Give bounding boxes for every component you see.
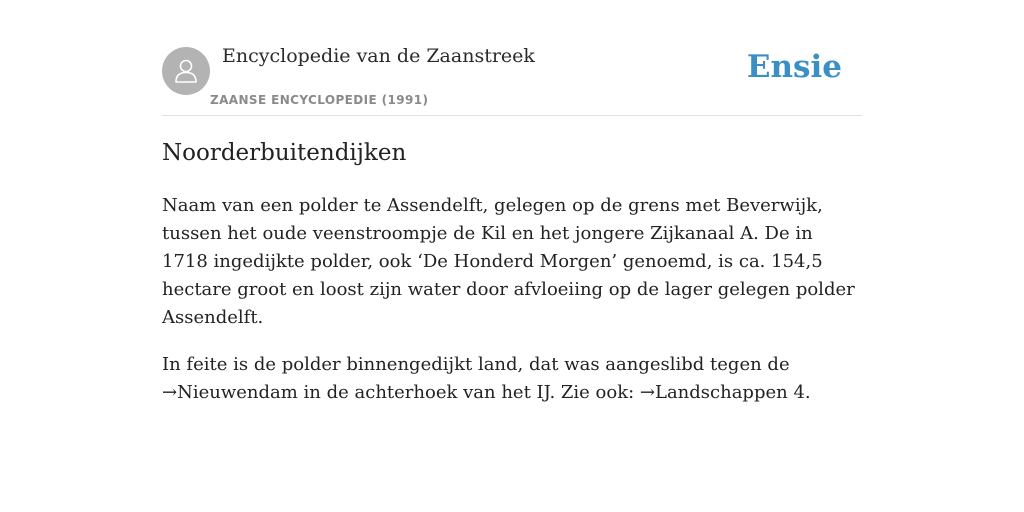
source-subtitle: ZAANSE ENCYCLOPEDIE (1991) <box>210 93 429 107</box>
entry-paragraph <box>162 351 862 407</box>
entry-paragraph: Naam van een polder te Assendelft, gelegen op de grens met Beverwijk, tussen het oude veenstroompje de Kil en het jongere Zijkanaal A. De in 1718 ingedijkte polder, ook ‘De Honderd Morgen’ genoemd, is ca. 154,5 hectare groot en loost zijn water door afvloeiing op de lager gelegen polder Assendelft. <box>162 195 855 328</box>
link-nieuwendam[interactable]: →Nieuwendam <box>162 382 298 403</box>
paragraph-text: . <box>804 382 811 403</box>
paragraph-text: In feite is de polder binnengedijkt land, dat was aangeslibd tegen de <box>162 354 790 375</box>
entry-title: Noorderbuitendijken <box>162 140 407 166</box>
header-divider <box>162 115 862 116</box>
avatar <box>162 47 210 95</box>
paragraph-text: in de achterhoek van het IJ. Zie ook: <box>297 382 640 403</box>
brand-logo[interactable]: Ensie <box>746 49 842 85</box>
link-landschappen-4[interactable]: →Landschappen 4 <box>639 382 805 403</box>
user-silhouette-icon <box>171 56 201 86</box>
entry-body <box>162 192 862 426</box>
source-title[interactable]: Encyclopedie van de Zaanstreek <box>222 45 535 67</box>
